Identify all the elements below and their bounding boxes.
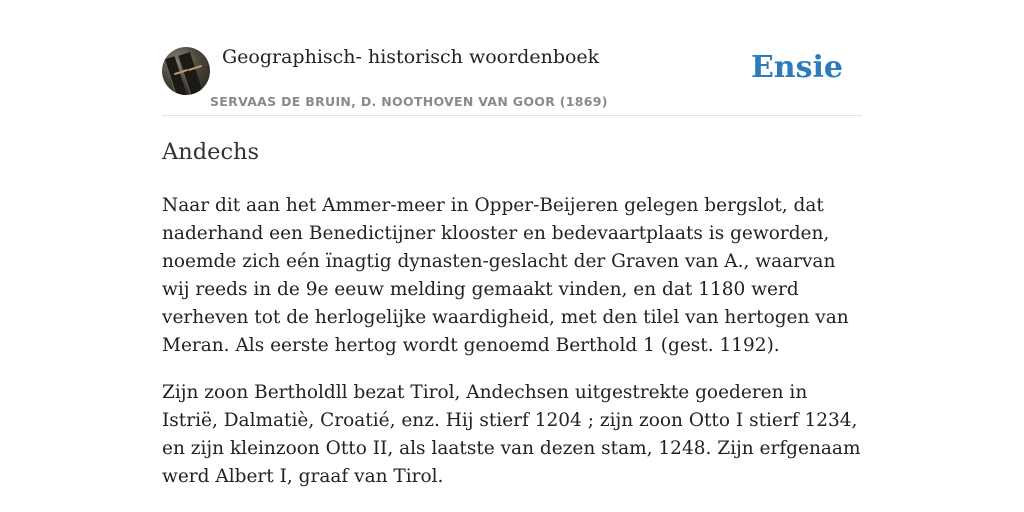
entry-title: Andechs — [162, 139, 260, 165]
entry-paragraph: Zijn zoon Bertholdll bezat Tirol, Andechsen uitgestrekte goederen in Istrië, Dalmatiè, Croatié, enz. Hij stierf 1204 ; zijn zoon Otto I stierf 1234, en zijn kleinzoon Otto II, als laatste van dezen stam, 1248. Zijn erfgenaam werd Albert I, graaf van Tirol. — [162, 382, 861, 487]
book-title-link[interactable]: Geographisch- historisch woordenboek — [222, 46, 600, 68]
page — [162, 0, 862, 487]
book-author: SERVAAS DE BRUIN, D. NOOTHOVEN VAN GOOR (1869) — [210, 94, 608, 109]
ensie-logo-link[interactable]: Ensie — [750, 50, 843, 85]
book-cover-avatar[interactable] — [162, 47, 210, 95]
book-header — [162, 0, 862, 116]
entry-paragraph: Naar dit aan het Ammer-meer in Opper-Beijeren gelegen bergslot, dat naderhand een Benedictijner klooster en bedevaartplaats is geworden, noemde zich eén ïnagtig dynasten-geslacht der Graven van A., waarvan wij reeds in de 9e eeuw melding gemaakt vinden, en dat 1180 werd verheven tot de herlogelijke waardigheid, met den tilel van hertogen van Meran. Als eerste hertog wordt genoemd Berthold 1 (gest. 1192). — [162, 195, 849, 356]
